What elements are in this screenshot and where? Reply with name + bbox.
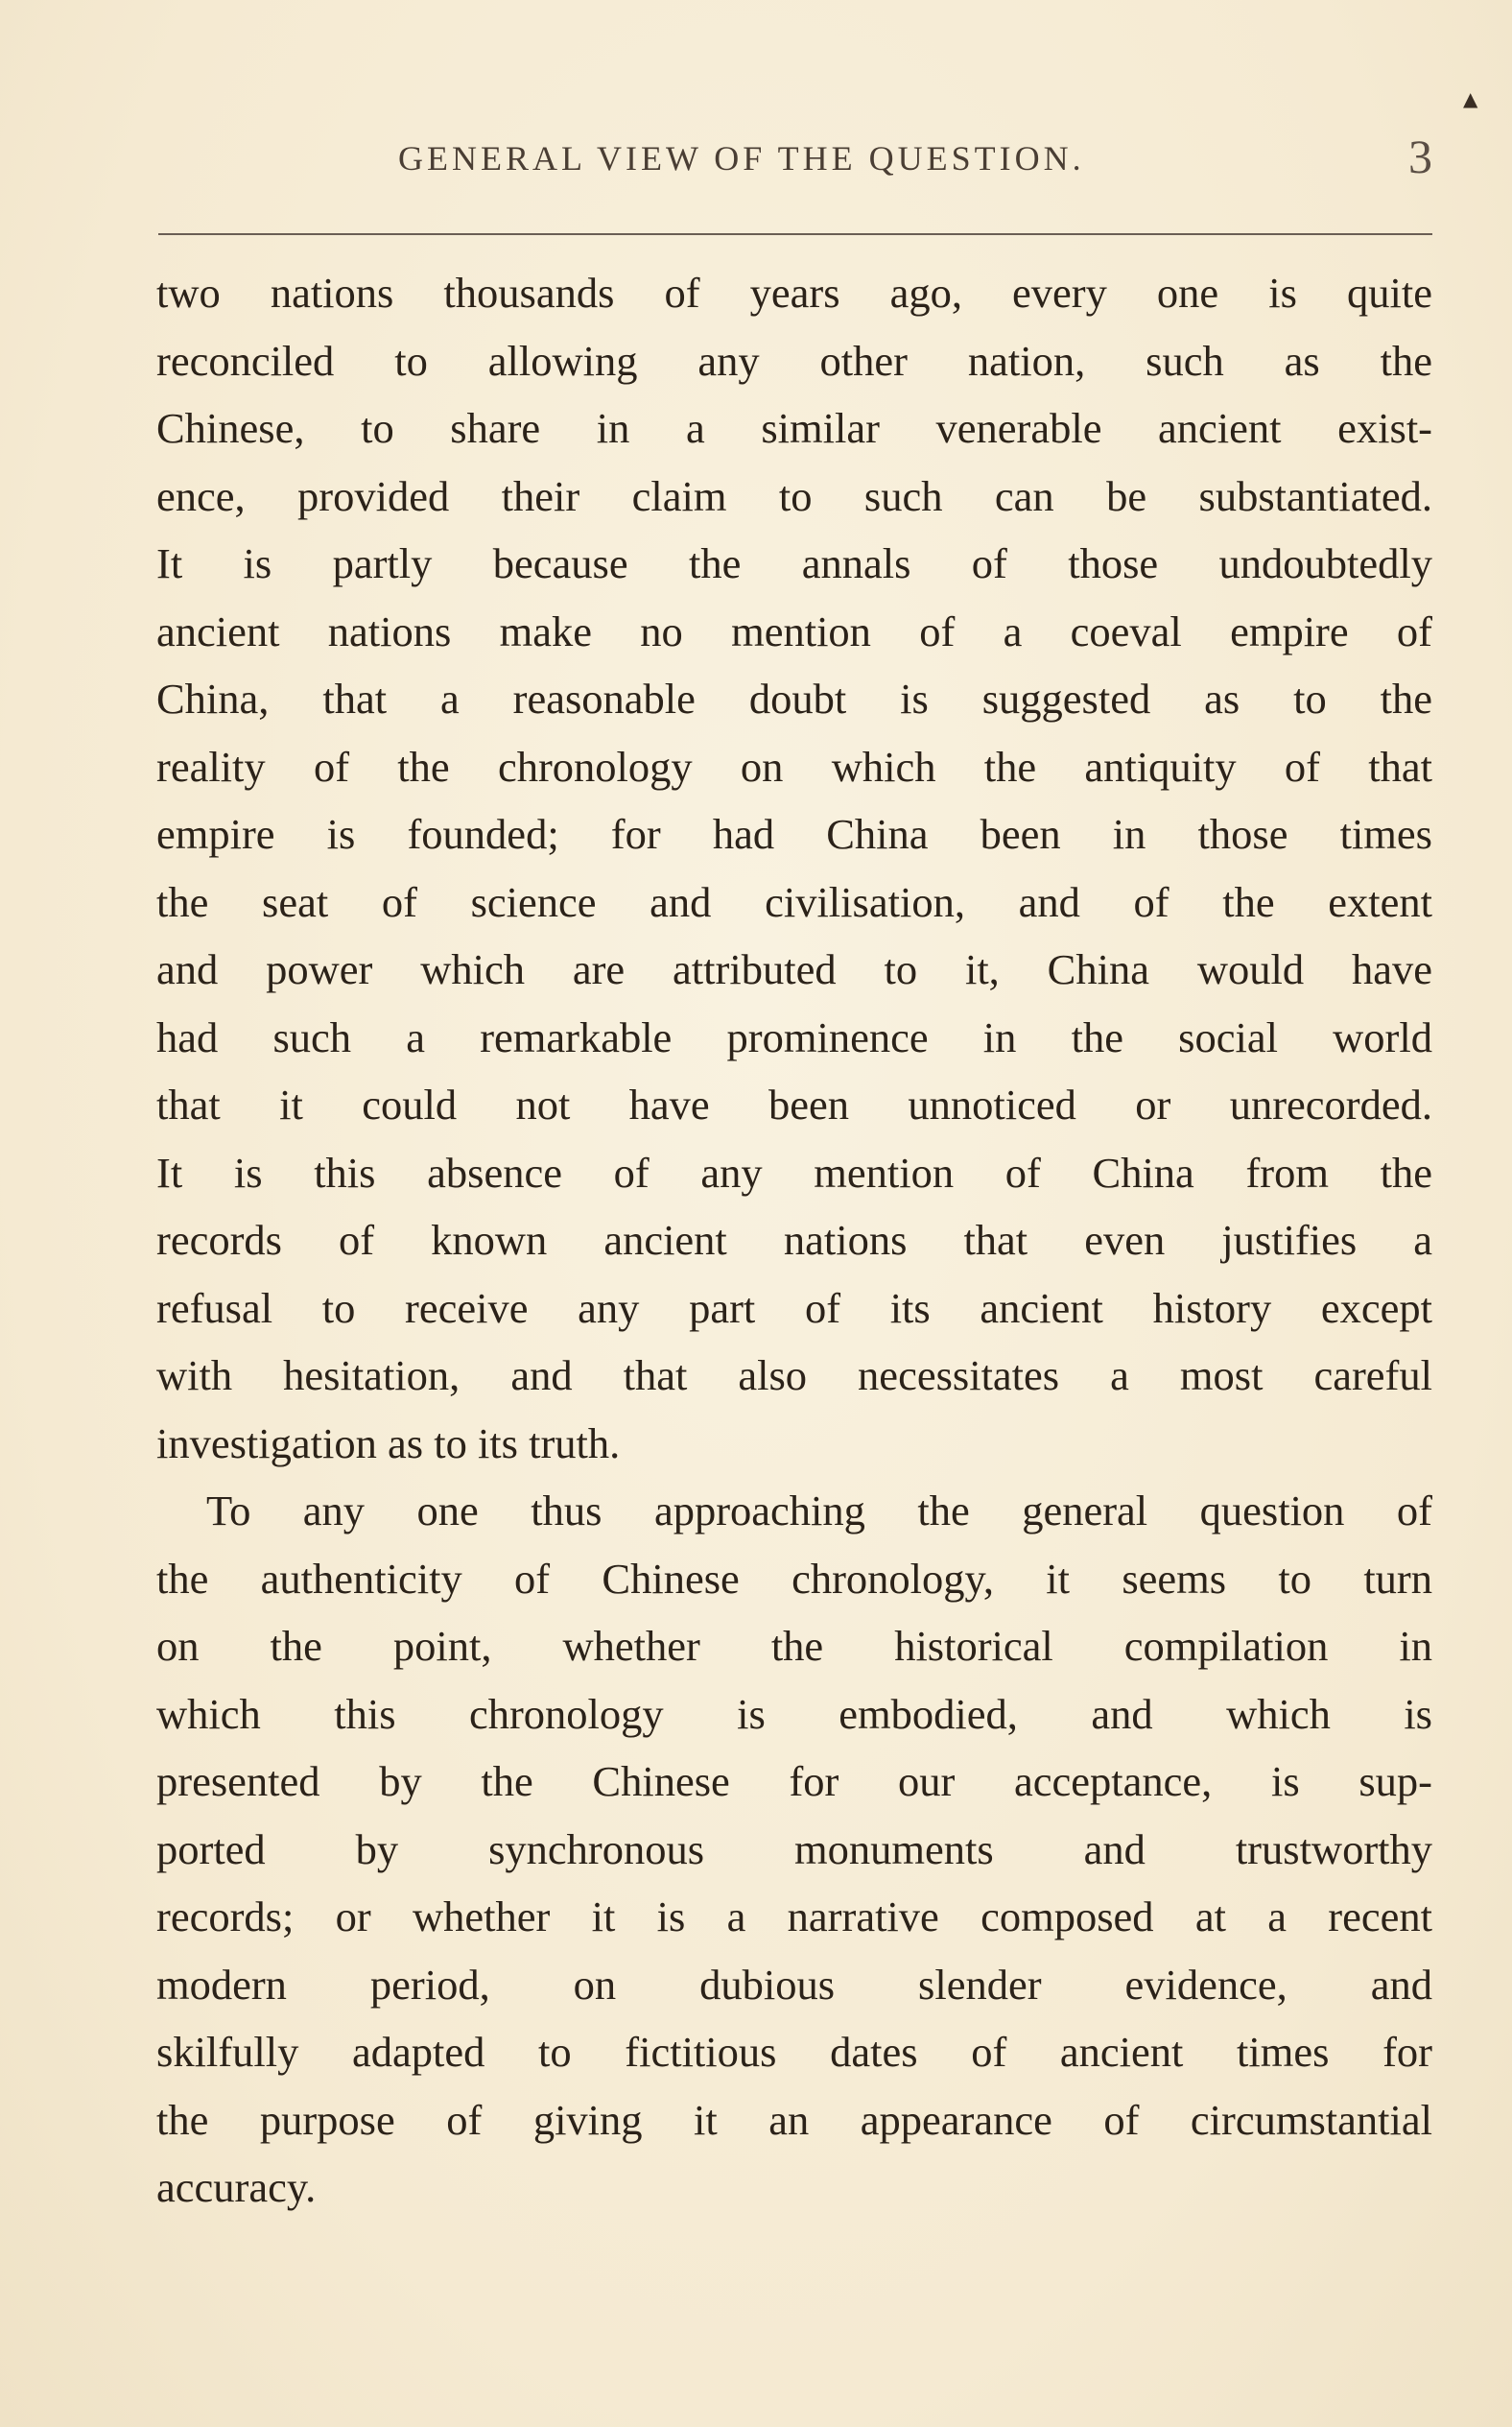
text-line: empire is founded; for had China been in those times	[156, 810, 1432, 858]
text-line: investigation as to its truth.	[156, 1418, 621, 1467]
text-line: It is this absence of any mention of China from the	[156, 1148, 1432, 1197]
text-line: records of known ancient nations that even justifies a	[156, 1216, 1432, 1264]
header-rule	[158, 233, 1432, 235]
text-line: skilfully adapted to fictitious dates of ancient times for	[156, 2028, 1432, 2076]
page-number: 3	[1408, 130, 1432, 183]
text-line: Chinese, to share in a similar venerable ancient exist-	[156, 404, 1432, 452]
running-title: GENERAL VIEW OF THE QUESTION.	[398, 139, 1085, 178]
text-line: on the point, whether the historical compilation in	[156, 1622, 1432, 1670]
text-line: accuracy.	[156, 2163, 317, 2211]
text-line: which this chronology is embodied, and which is	[156, 1689, 1432, 1738]
text-line: the seat of science and civilisation, and of the extent	[156, 877, 1432, 926]
text-line: with hesitation, and that also necessitates a most careful	[156, 1351, 1432, 1399]
text-line: reality of the chronology on which the antiquity of that	[156, 742, 1432, 791]
text-line: It is partly because the annals of those undoubtedly	[156, 539, 1432, 587]
text-line: China, that a reasonable doubt is suggested as to the	[156, 675, 1432, 723]
text-line: had such a remarkable prominence in the social world	[156, 1012, 1432, 1061]
text-line: and power which are attributed to it, China would have	[156, 945, 1432, 993]
text-line: ported by synchronous monuments and trustworthy	[156, 1824, 1432, 1873]
text-line: ence, provided their claim to such can be substantiated.	[156, 471, 1432, 520]
text-line: refusal to receive any part of its ancient history except	[156, 1283, 1432, 1332]
text-line: reconciled to allowing any other nation, such as the	[156, 336, 1432, 385]
corner-ink-mark-icon: ▲	[1463, 87, 1478, 110]
body-text	[156, 259, 1432, 2222]
text-line: the authenticity of Chinese chronology, it seems to turn	[156, 1554, 1432, 1603]
text-line: records; or whether it is a narrative composed at a recent	[156, 1892, 1432, 1940]
running-head	[154, 130, 1439, 192]
text-line: presented by the Chinese for our acceptance, is sup-	[156, 1757, 1432, 1805]
text-line: ancient nations make no mention of a coeval empire of	[156, 607, 1432, 655]
text-line: two nations thousands of years ago, every one is quite	[156, 269, 1432, 317]
text-line: that it could not have been unnoticed or unrecorded.	[156, 1081, 1432, 1129]
text-line: To any one thus approaching the general question of	[206, 1487, 1432, 1535]
text-line: modern period, on dubious slender evidence, and	[156, 1960, 1432, 2009]
text-line: the purpose of giving it an appearance of circumstantial	[156, 2095, 1432, 2144]
